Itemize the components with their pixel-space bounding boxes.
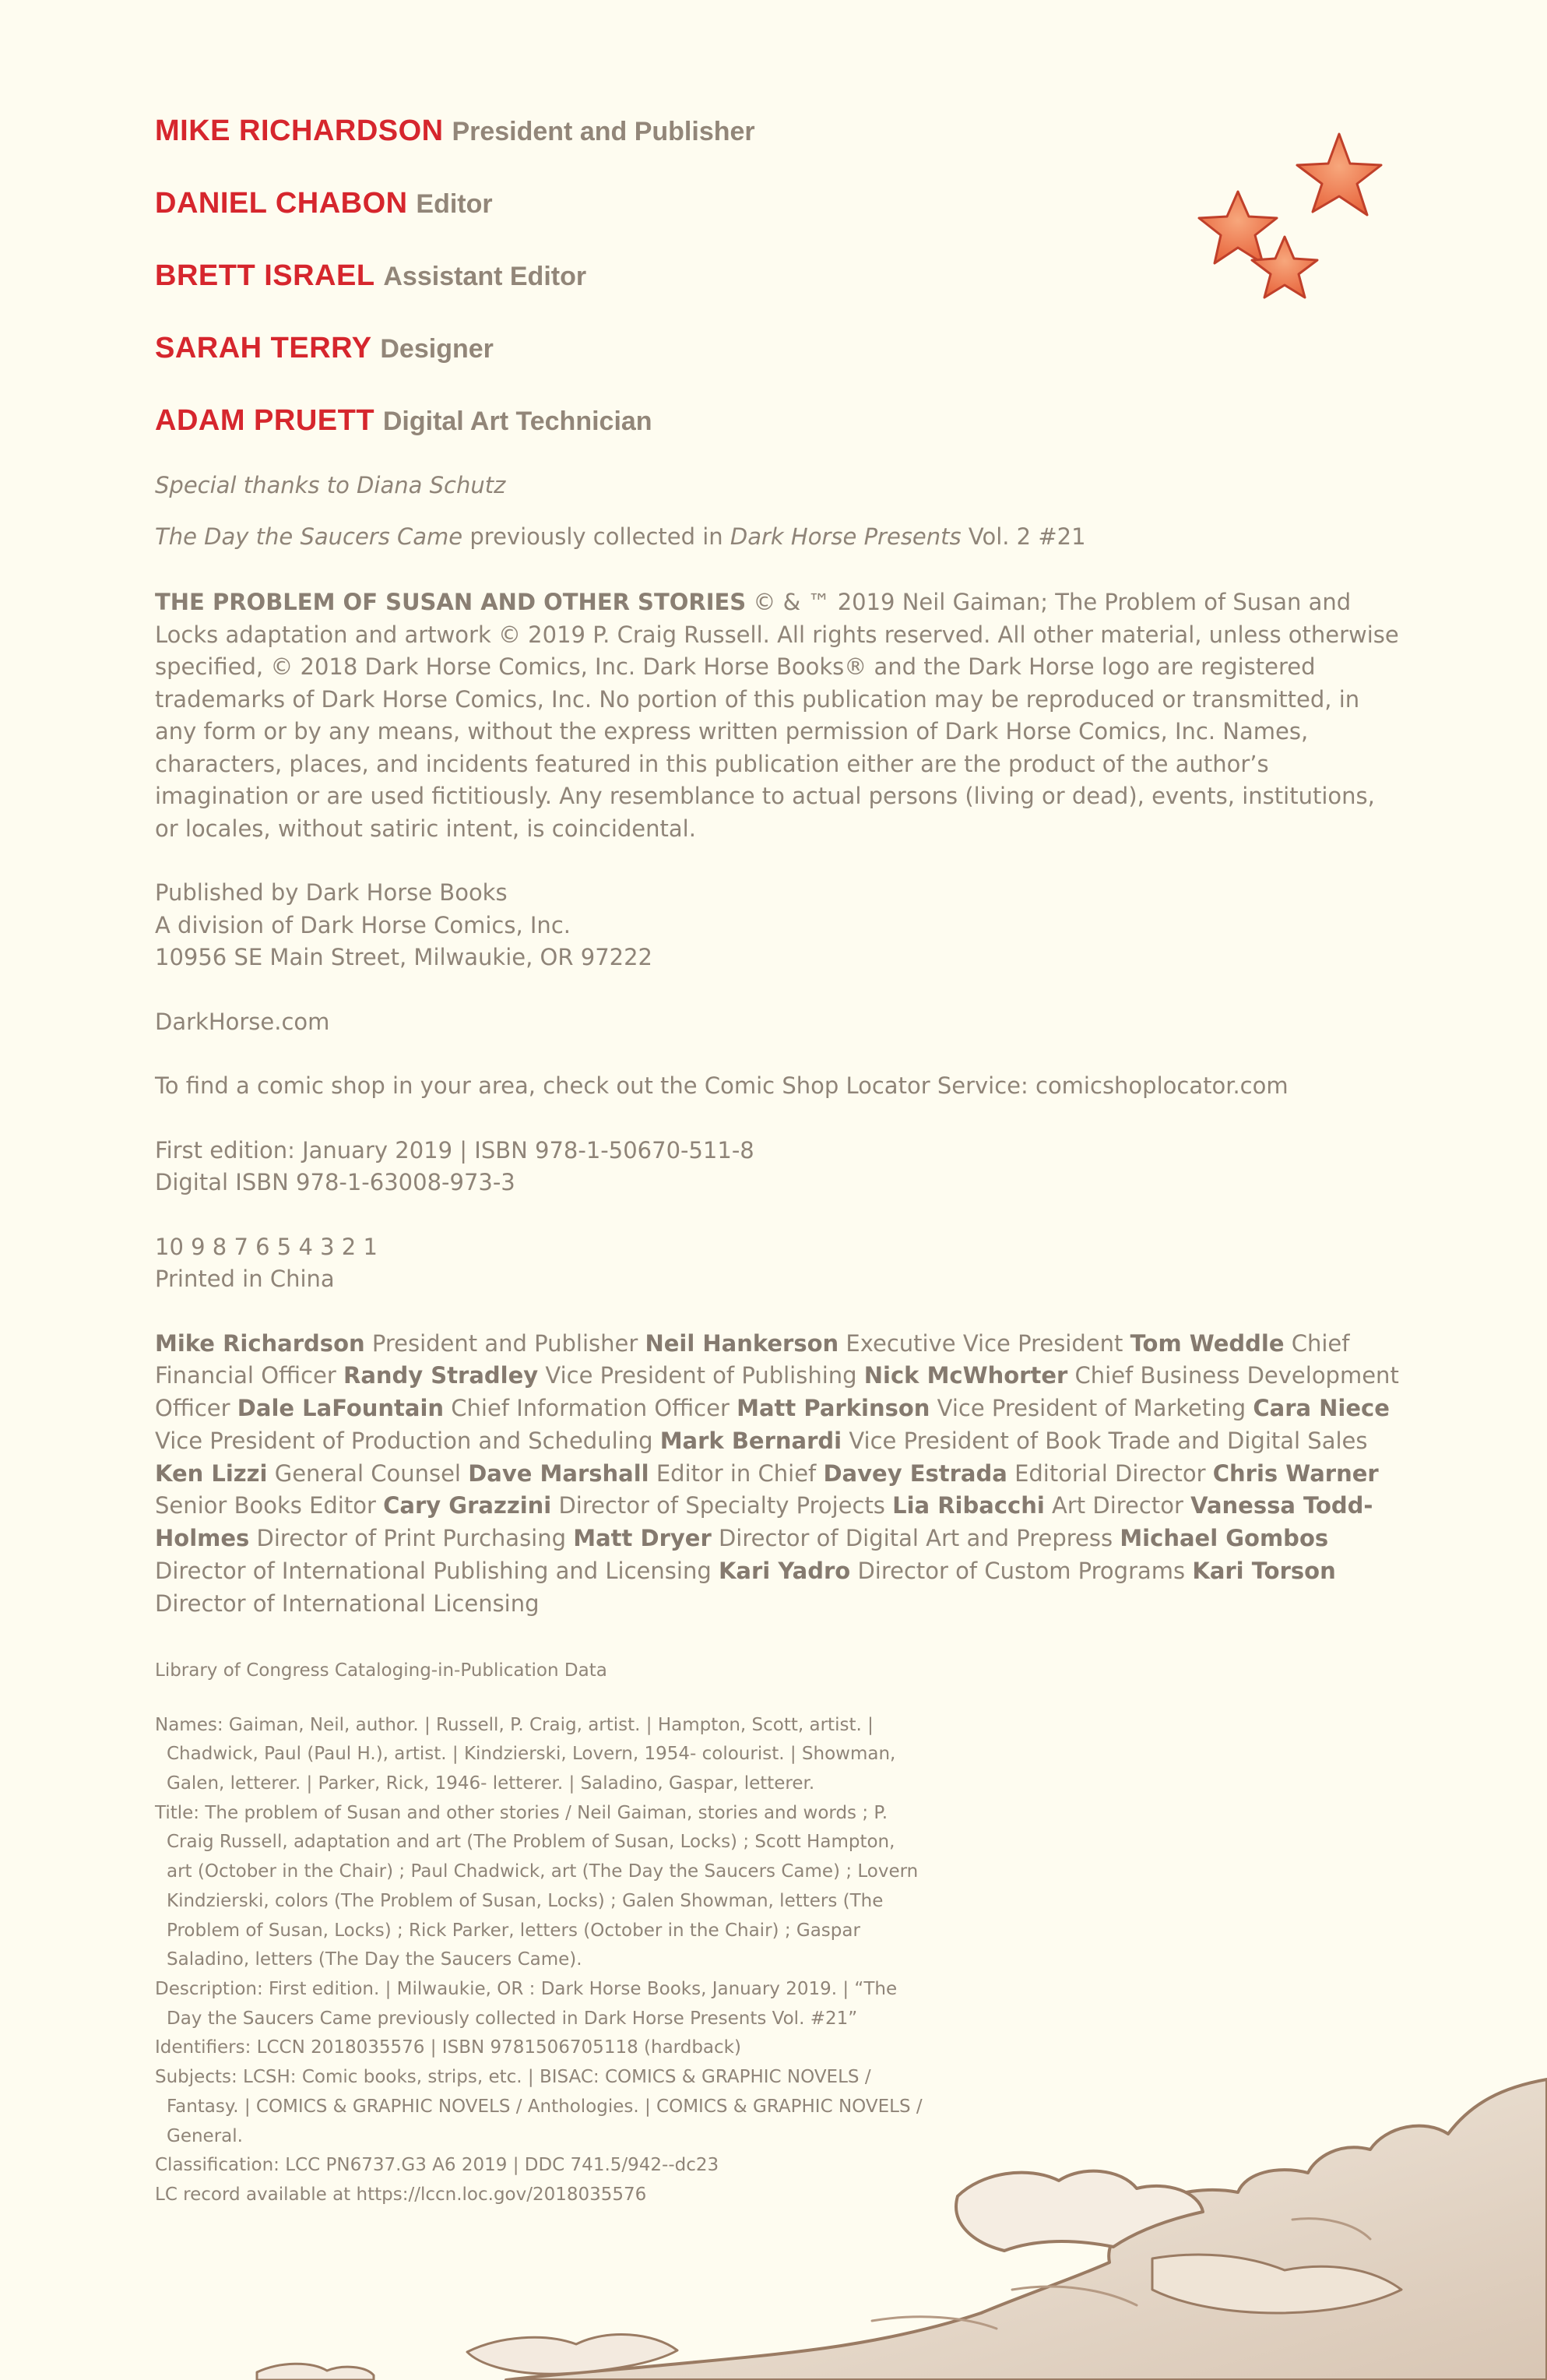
staff-name: Neil Hankerson — [645, 1329, 839, 1357]
staff-role: Director of International Publishing and Licensing — [155, 1558, 712, 1585]
cip-entry: Identifiers: LCCN 2018035576 | ISBN 9781506705118 (hardback) — [155, 2037, 741, 2058]
staff-name: Dave Marshall — [468, 1459, 649, 1487]
credit-title: President and Publisher — [452, 117, 755, 146]
publisher-address: 10956 SE Main Street, Milwaukie, OR 97222 — [155, 944, 653, 970]
credit-line — [155, 405, 1401, 437]
staff-name: Lia Ribacchi — [892, 1492, 1045, 1519]
website-link[interactable]: DarkHorse.com — [155, 1008, 330, 1035]
staff-role: Chief Business Development Officer — [155, 1362, 1399, 1422]
credit-title: Digital Art Technician — [382, 407, 652, 436]
special-thanks: Special thanks to Diana Schutz — [155, 472, 506, 498]
series-title: Dark Horse Presents — [730, 523, 962, 550]
issue-text: Vol. 2 #21 — [961, 523, 1086, 550]
staff-name: Cara Niece — [1253, 1395, 1390, 1422]
copyright-notice — [155, 586, 1401, 845]
credit-name: ADAM PRUETT — [155, 404, 375, 437]
credit-line — [155, 188, 1401, 220]
staff-role: Vice President of Publishing — [545, 1362, 857, 1389]
staff-role: Vice President of Book Trade and Digital Sales — [849, 1427, 1368, 1454]
previously-collected-note — [155, 521, 1401, 552]
staff-name: Kari Yadro — [718, 1558, 851, 1585]
credit-title: Assistant Editor — [383, 262, 587, 291]
cip-entry: Names: Gaiman, Neil, author. | Russell, P. Craig, artist. | Hampton, Scott, artist. | Chadwick, Paul (Paul H.), artist. | Kindzierski, Lovern, 1954- colourist. | Showman, Galen, letterer. | Parker, Rick, 1946- letterer. | Saladino, Gaspar, letterer. — [155, 1714, 896, 1794]
staff-name: Nick McWhorter — [863, 1362, 1068, 1389]
book-title: THE PROBLEM OF SUSAN AND OTHER STORIES — [155, 589, 747, 615]
staff-role: Executive Vice President — [846, 1329, 1123, 1357]
credit-line — [155, 333, 1401, 364]
staff-role: Chief Information Officer — [451, 1395, 730, 1422]
staff-name: Matt Dryer — [573, 1525, 712, 1552]
cip-entry: Classification: LCC PN6737.G3 A6 2019 | DDC 741.5/942--dc23 — [155, 2155, 719, 2176]
credit-title: Editor — [416, 189, 493, 219]
staff-role: Senior Books Editor — [155, 1492, 376, 1519]
staff-name: Mike Richardson — [155, 1329, 365, 1357]
credit-name: BRETT ISRAEL — [155, 259, 375, 292]
credit-line — [155, 260, 1401, 292]
staff-name: Tom Weddle — [1130, 1329, 1285, 1357]
credit-name: SARAH TERRY — [155, 332, 372, 364]
staff-role: Director of Specialty Projects — [558, 1492, 885, 1519]
cip-entry: Subjects: LCSH: Comic books, strips, etc. | BISAC: COMICS & GRAPHIC NOVELS / Fantasy. | COMICS & GRAPHIC NOVELS / Anthologies. | COMICS & GRAPHIC NOVELS / General. — [155, 2067, 923, 2146]
staff-name: Chris Warner — [1212, 1459, 1379, 1487]
publisher-line: A division of Dark Horse Comics, Inc. — [155, 911, 571, 938]
staff-role: Chief Financial Officer — [155, 1329, 1350, 1389]
staff-role: Director of Print Purchasing — [256, 1525, 567, 1552]
indicia-content — [155, 115, 1401, 2210]
staff-role: Editor in Chief — [656, 1459, 817, 1487]
credits-list — [155, 115, 1401, 437]
cip-entry: Description: First edition. | Milwaukie, OR : Dark Horse Books, January 2019. | “The Day the Saucers Came previously collected in Dark Horse Presents Vol. #21” — [155, 1979, 898, 2029]
printing-info — [155, 1231, 1401, 1296]
story-title: The Day the Saucers Came — [155, 523, 463, 550]
staff-role: Vice President of Marketing — [937, 1395, 1246, 1422]
staff-list — [155, 1328, 1401, 1621]
staff-role: Director of Custom Programs — [857, 1558, 1186, 1585]
shop-locator-note: To find a comic shop in your area, check out the Comic Shop Locator Service: comicshoplocator.com — [155, 1072, 1289, 1099]
digital-isbn: Digital ISBN 978-1-63008-973-3 — [155, 1169, 515, 1195]
staff-name: Mark Bernardi — [659, 1427, 842, 1454]
credit-name: DANIEL CHABON — [155, 187, 408, 220]
first-edition-isbn: First edition: January 2019 | ISBN 978-1-50670-511-8 — [155, 1136, 754, 1164]
cip-entry: LC record available at https://lccn.loc.gov/2018035576 — [155, 2184, 647, 2205]
printing-numbers: 10 9 8 7 6 5 4 3 2 1 — [155, 1233, 378, 1260]
staff-name: Matt Parkinson — [737, 1395, 930, 1422]
staff-role: Vice President of Production and Scheduling — [155, 1427, 653, 1454]
staff-role: Director of Digital Art and Prepress — [718, 1525, 1113, 1552]
edition-info — [155, 1135, 1401, 1199]
staff-name: Ken Lizzi — [155, 1459, 268, 1487]
copyright-body: © & ™ 2019 Neil Gaiman; The Problem of Susan and Locks adaptation and artwork © 2019 P. Craig Russell. All rights reserved. All other material, unless otherwise specified, © 2018 Dark Horse Comics, Inc. Dark Horse Books® and the Dark Horse logo are registered trademarks of Dark Horse Comics, Inc. No portion of this publication may be reproduced or transmitted, in any form or by any means, without the express written permission of Dark Horse Comics, Inc. Names, characters, places, and incidents featured in this publication either are the product of the author’s imagination or are used fictitiously. Any resemblance to actual persons (living or dead), events, institutions, or locales, without satiric intent, is coincidental. — [155, 589, 1399, 842]
credit-line — [155, 115, 1401, 147]
publisher-block — [155, 877, 1401, 974]
cip-heading: Library of Congress Cataloging-in-Publication Data — [155, 1660, 607, 1681]
staff-name: Davey Estrada — [823, 1459, 1007, 1487]
staff-name: Cary Grazzini — [383, 1492, 552, 1519]
publisher-line: Published by Dark Horse Books — [155, 879, 508, 906]
cip-entry: Title: The problem of Susan and other stories / Neil Gaiman, stories and words ; P. Craig Russell, adaptation and art (The Problem of Susan, Locks) ; Scott Hampton, art (October in the Chair) ; Paul Chadwick, art (The Day the Saucers Came) ; Lovern Kindzierski, colors (The Problem of Susan, Locks) ; Galen Showman, letters (The Problem of Susan, Locks) ; Rick Parker, letters (October in the Chair) ; Gaspar Saladino, letters (The Day the Saucers Came). — [155, 1802, 919, 1970]
staff-name: Kari Torson — [1192, 1558, 1336, 1585]
cloud-illustration — [0, 2056, 1547, 2380]
staff-name: Randy Stradley — [343, 1362, 539, 1389]
staff-role: Director of International Licensing — [155, 1590, 540, 1617]
credit-name: MIKE RICHARDSON — [155, 114, 444, 147]
staff-role: President and Publisher — [371, 1329, 638, 1357]
credit-title: Designer — [380, 334, 494, 364]
printed-country: Printed in China — [155, 1266, 335, 1292]
staff-role: Editorial Director — [1014, 1459, 1206, 1487]
staff-role: Art Director — [1052, 1492, 1183, 1519]
staff-name: Michael Gombos — [1120, 1525, 1329, 1552]
staff-role: General Counsel — [274, 1459, 461, 1487]
staff-name: Vanessa Todd-Holmes — [155, 1492, 1373, 1552]
staff-name: Dale LaFountain — [237, 1395, 445, 1422]
previously-text: previously collected in — [462, 523, 730, 550]
